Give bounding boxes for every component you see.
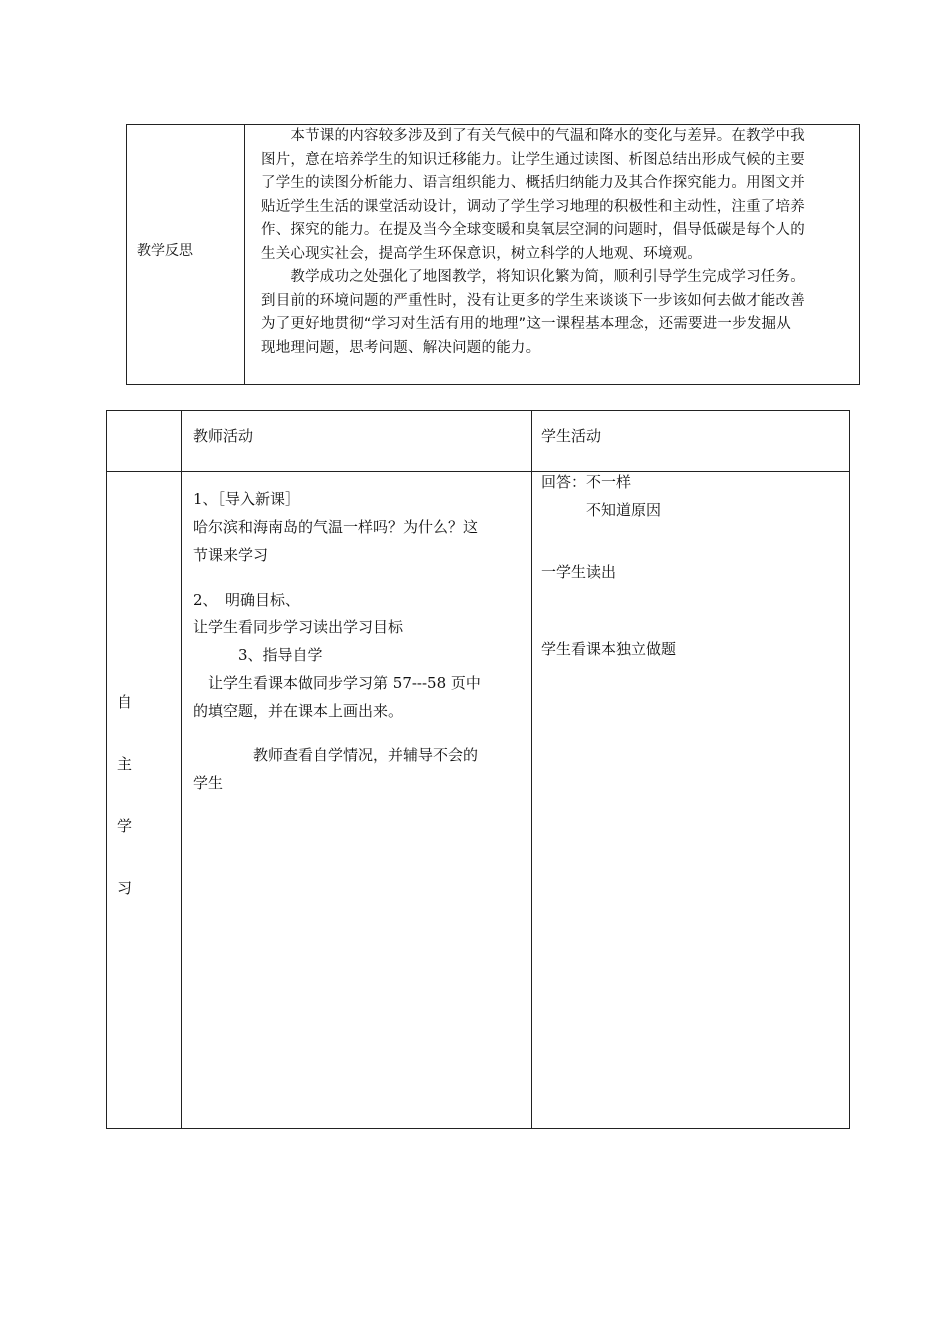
teacher-line: 1、［导入新课］ — [193, 490, 301, 508]
teacher-line: 节课来学习 — [193, 546, 269, 564]
section-char: 学 — [117, 817, 133, 835]
text-line: 贴近学生生活的课堂活动设计，调动了学生学习地理的积极性和主动性，注重了培养 — [261, 198, 805, 215]
column-divider — [181, 411, 182, 1128]
text-line: 图片，意在培养学生的知识迁移能力。让学生通过读图、析图总结出形成气候的主要 — [261, 151, 805, 168]
reflection-table — [126, 124, 860, 385]
column-divider — [244, 125, 245, 384]
header-teacher-activity: 教师活动 — [193, 427, 254, 445]
section-char: 习 — [117, 879, 133, 897]
row-divider — [107, 471, 849, 472]
text-line: 生关心现实社会，提高学生环保意识，树立科学的人地观、环境观。 — [261, 245, 702, 262]
teacher-line: 2、 明确目标、 — [193, 591, 301, 609]
student-line: 一学生读出 — [541, 563, 617, 581]
lesson-table — [106, 410, 850, 1129]
text-line: 教学成功之处强化了地图教学，将知识化繁为简，顺利引导学生完成学习任务。 — [261, 269, 805, 285]
teacher-line: 让学生看同步学习读出学习目标 — [193, 618, 404, 636]
text-line: 本节课的内容较多涉及到了有关气候中的气温和降水的变化与差异。在教学中我 — [261, 128, 805, 144]
section-char: 主 — [117, 755, 133, 773]
section-char: 自 — [117, 693, 133, 711]
reflection-text — [261, 125, 860, 360]
reflection-label: 教学反思 — [137, 243, 193, 259]
column-divider — [531, 411, 532, 1128]
text-line: 作、探究的能力。在提及当今全球变暖和臭氧层空洞的问题时，倡导低碳是每个人的 — [261, 222, 805, 238]
student-line: 回答：不一样 — [541, 473, 632, 491]
teacher-line: 学生 — [193, 774, 224, 792]
text-line: 到目前的环境问题的严重性时，没有让更多的学生来谈谈下一步该如何去做才能改善 — [261, 292, 805, 309]
teacher-line: 3、指导自学 — [193, 646, 323, 664]
teacher-line: 教师查看自学情况，并辅导不会的 — [193, 746, 479, 764]
text-line: 现地理问题，思考问题、解决问题的能力。 — [261, 339, 541, 356]
teacher-line: 哈尔滨和海南岛的气温一样吗？为什么？这 — [193, 518, 479, 536]
header-student-activity: 学生活动 — [541, 427, 602, 445]
student-line: 不知道原因 — [541, 501, 662, 519]
teacher-line: 让学生看课本做同步学习第 57---58 页中 — [193, 674, 481, 692]
text-line: 为了更好地贯彻“学习对生活有用的地理”这一课程基本理念，还需要进一步发掘从 — [261, 316, 791, 332]
student-line: 学生看课本独立做题 — [541, 640, 677, 658]
text-line: 了学生的读图分析能力、语言组织能力、概括归纳能力及其合作探究能力。用图文并 — [261, 175, 805, 191]
teacher-line: 的填空题，并在课本上画出来。 — [193, 702, 404, 720]
